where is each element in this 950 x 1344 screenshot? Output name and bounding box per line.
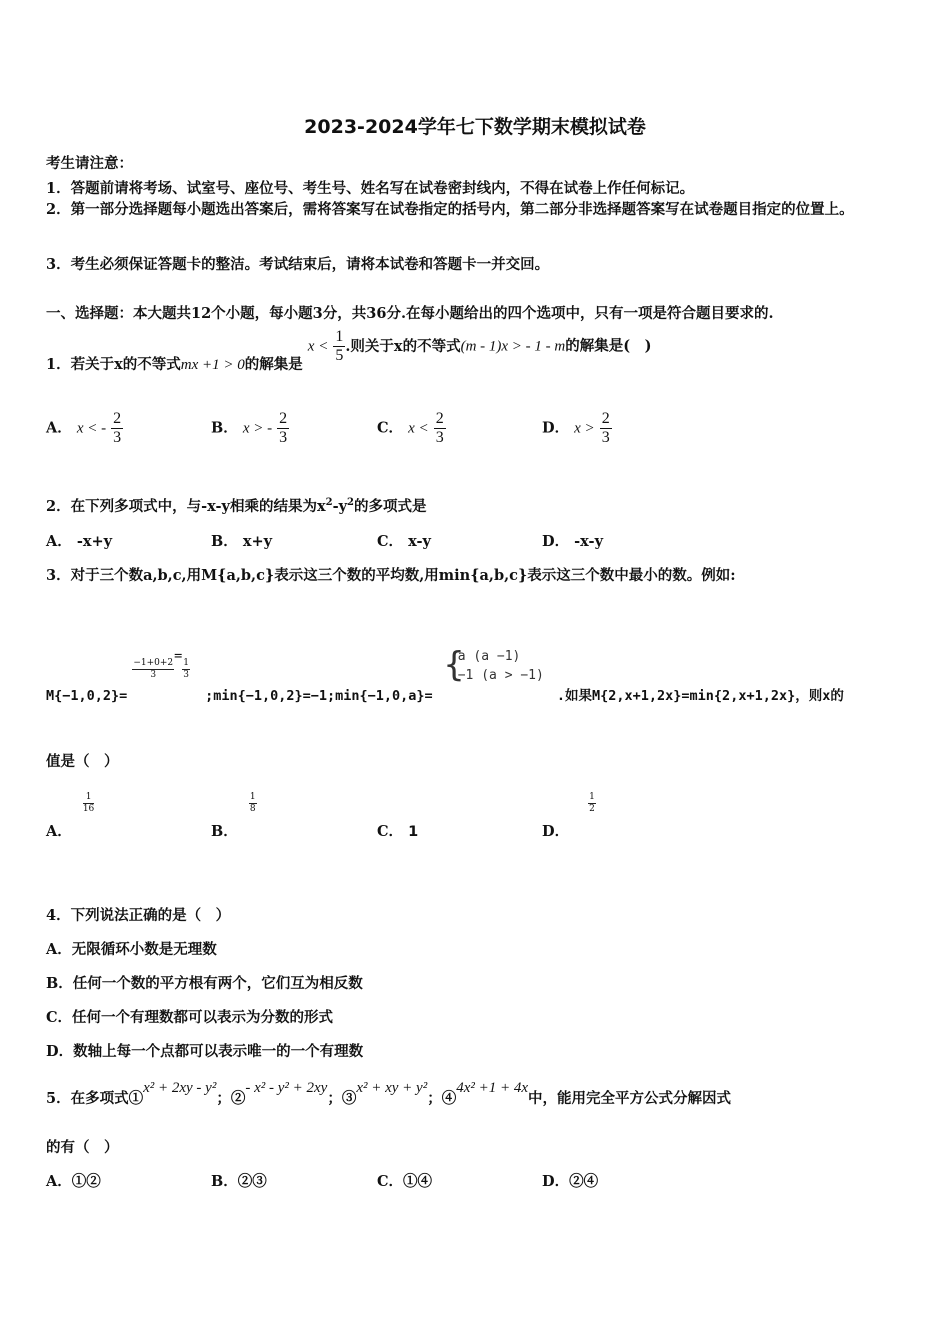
question-5 (46, 1076, 732, 1107)
option-text: x-y (408, 533, 431, 550)
frac-num: −1+0+2 (133, 658, 174, 668)
option-text: x+y (242, 533, 273, 550)
q5-option-a[interactable] (46, 1170, 101, 1191)
option-text: -x-y (574, 533, 603, 550)
q1-option-d[interactable] (542, 410, 612, 447)
option-label: D． (542, 419, 570, 437)
option-label: A． (46, 823, 72, 840)
q5-expr-4: 4x² +1 + 4x (456, 1080, 529, 1096)
question-3-cont: 值是（ ） (46, 753, 119, 770)
question-3-stem: 3．对于三个数a,b,c,用M{a,b,c}表示这三个数的平均数,用min{a,b,c}表示这三个数中最小的数。例如: (46, 567, 736, 584)
q2-sup-1: 2 (325, 497, 333, 509)
option-fraction (83, 792, 94, 815)
q4-option-b[interactable]: B．任何一个数的平方根有两个，它们互为相反数 (46, 975, 363, 992)
q1-math-1: mx +1 > 0 (180, 356, 245, 373)
q5-text-4: ；④ (427, 1090, 457, 1107)
option-label: B． (211, 823, 238, 840)
frac-den: 3 (150, 670, 157, 680)
frac-den: 3 (279, 429, 288, 446)
option-fraction (249, 792, 257, 815)
q5-option-c[interactable] (377, 1170, 432, 1191)
option-fraction (588, 792, 596, 815)
q3-option-b[interactable] (211, 792, 257, 840)
option-label: C． (377, 1173, 404, 1190)
option-label: A． (46, 533, 72, 550)
q5-option-b[interactable] (211, 1170, 267, 1191)
frac-num: 1 (249, 792, 256, 802)
q1-sol-fraction (333, 328, 345, 365)
notice-item-3: 3．考生必须保证答题卡的整洁。考试结束后，请将本试卷和答题卡一并交回。 (46, 256, 550, 273)
frac-num: 2 (601, 410, 610, 427)
q2-sup-2: 2 (347, 497, 354, 509)
q5-text-1: 5．在多项式① (46, 1090, 144, 1107)
option-label: B． (211, 533, 238, 550)
q3-mid: ;min{−1,0,2}=−1;min{−1,0,a}= (205, 688, 433, 704)
q3-option-a[interactable] (46, 792, 95, 840)
notice-item-1: 1．答题前请将考场、试室号、座位号、考生号、姓名写在试卷密封线内，不得在试卷上作任何标记。 (46, 180, 695, 197)
frac-num: 2 (279, 410, 288, 427)
frac-den: 2 (589, 804, 595, 814)
frac-den: 16 (82, 804, 95, 814)
option-label: C． (377, 533, 404, 550)
frac-num: 1 (83, 792, 94, 804)
q1-sol-rel: x < (307, 338, 329, 355)
q3-piecewise (444, 647, 544, 685)
option-label: D． (542, 533, 570, 550)
option-label: A． (46, 419, 72, 437)
frac-num: 2 (113, 410, 122, 427)
q2-option-c[interactable] (377, 530, 431, 551)
q2-text-b: -y (332, 498, 348, 515)
option-label: C． (377, 419, 404, 437)
q1-option-b[interactable] (211, 410, 289, 447)
frac-den: 5 (335, 347, 344, 364)
q5-text-5: 中，能用完全平方公式分解因式 (528, 1090, 732, 1107)
option-label: B． (211, 1173, 238, 1190)
q5-expr-3: x² + xy + y² (356, 1080, 428, 1096)
frac-num: 2 (435, 410, 444, 427)
frac-den: 3 (435, 429, 444, 446)
q5-text-3: ；③ (327, 1090, 357, 1107)
option-rel: x > - (242, 420, 273, 437)
option-label: B． (211, 419, 238, 437)
option-label: D． (542, 823, 570, 840)
frac-num: 1 (589, 792, 595, 802)
q2-option-d[interactable] (542, 530, 603, 551)
q3-eq: = (174, 648, 183, 664)
frac-den: 3 (183, 670, 190, 680)
q1-text-2: 的解集是 (244, 355, 303, 373)
q3-option-d[interactable] (542, 792, 596, 840)
q5-option-d[interactable] (542, 1170, 598, 1191)
brace-icon: { (443, 645, 465, 685)
option-text: ①④ (403, 1173, 433, 1190)
option-fraction (600, 410, 612, 447)
q3-avg-fraction (132, 658, 174, 681)
option-label: C． (377, 823, 404, 840)
q2-text-c: 的多项式是 (353, 498, 427, 515)
option-rel: x > (574, 420, 595, 437)
q3-avg-result (182, 658, 190, 681)
notice-heading: 考生请注意： (46, 155, 133, 172)
q1-math-2: (m - 1)x > - 1 - m (460, 338, 566, 355)
q1-option-c[interactable] (377, 410, 446, 447)
q1-text-3: .则关于x的不等式 (345, 337, 461, 355)
question-2 (46, 495, 426, 516)
frac-den: 3 (601, 429, 610, 446)
option-fraction (111, 410, 123, 447)
q3-tail: .如果M{2,x+1,2x}=min{2,x+1,2x}，则x的 (556, 688, 844, 704)
question-4: 4．下列说法正确的是（ ） (46, 907, 231, 924)
q3-option-c[interactable] (377, 820, 418, 841)
q2-option-a[interactable] (46, 530, 112, 551)
option-fraction (277, 410, 289, 447)
q1-text-4: 的解集是( ) (565, 337, 652, 355)
option-fraction (434, 410, 446, 447)
notice-item-2: 2．第一部分选择题每小题选出答案后，需将答案写在试卷指定的括号内，第二部分非选择题答案写在试卷题目指定的位置上。 (46, 201, 854, 218)
question-3-example (46, 643, 844, 704)
q4-option-d[interactable]: D．数轴上每一个点都可以表示唯一的一个有理数 (46, 1043, 364, 1060)
q4-option-a[interactable]: A．无限循环小数是无理数 (46, 941, 217, 958)
piece-case-2: −1 (a > −1) (457, 668, 544, 683)
frac-num: 1 (183, 658, 190, 668)
option-rel: x < (408, 420, 429, 437)
frac-den: 8 (249, 804, 256, 814)
frac-num: 1 (335, 328, 344, 345)
option-text: -x+y (76, 533, 113, 550)
q1-option-a[interactable] (46, 410, 123, 447)
option-text: ②③ (237, 1173, 267, 1190)
q5-expr-1: x² + 2xy - y² (143, 1080, 217, 1096)
q1-text-1: 1．若关于x的不等式 (46, 355, 181, 373)
option-label: A． (46, 1173, 72, 1190)
option-text: 1 (408, 824, 419, 840)
option-text: ①② (71, 1173, 101, 1190)
frac-den: 3 (113, 429, 122, 446)
q2-option-b[interactable] (211, 530, 272, 551)
question-1 (46, 328, 652, 373)
option-rel: x < - (76, 420, 107, 437)
q3-m-left: M{−1,0,2}= (46, 688, 128, 704)
piece-case-1: a (a −1) (457, 649, 521, 664)
q5-expr-2: - x² - y² + 2xy (245, 1080, 328, 1096)
question-5-cont: 的有（ ） (46, 1139, 119, 1156)
q2-text-a: 2．在下列多项式中，与-x-y相乘的结果为x (46, 498, 326, 515)
q4-option-c[interactable]: C．任何一个有理数都可以表示为分数的形式 (46, 1009, 334, 1026)
q5-text-2: ；② (216, 1090, 246, 1107)
option-text: ②④ (569, 1173, 599, 1190)
page-title: 2023-2024学年七下数学期末模拟试卷 (304, 116, 646, 138)
option-label: D． (542, 1173, 570, 1190)
section-heading: 一、选择题：本大题共12个小题，每小题3分，共36分.在每小题给出的四个选项中，只有一项是符合题目要求的. (46, 305, 774, 322)
